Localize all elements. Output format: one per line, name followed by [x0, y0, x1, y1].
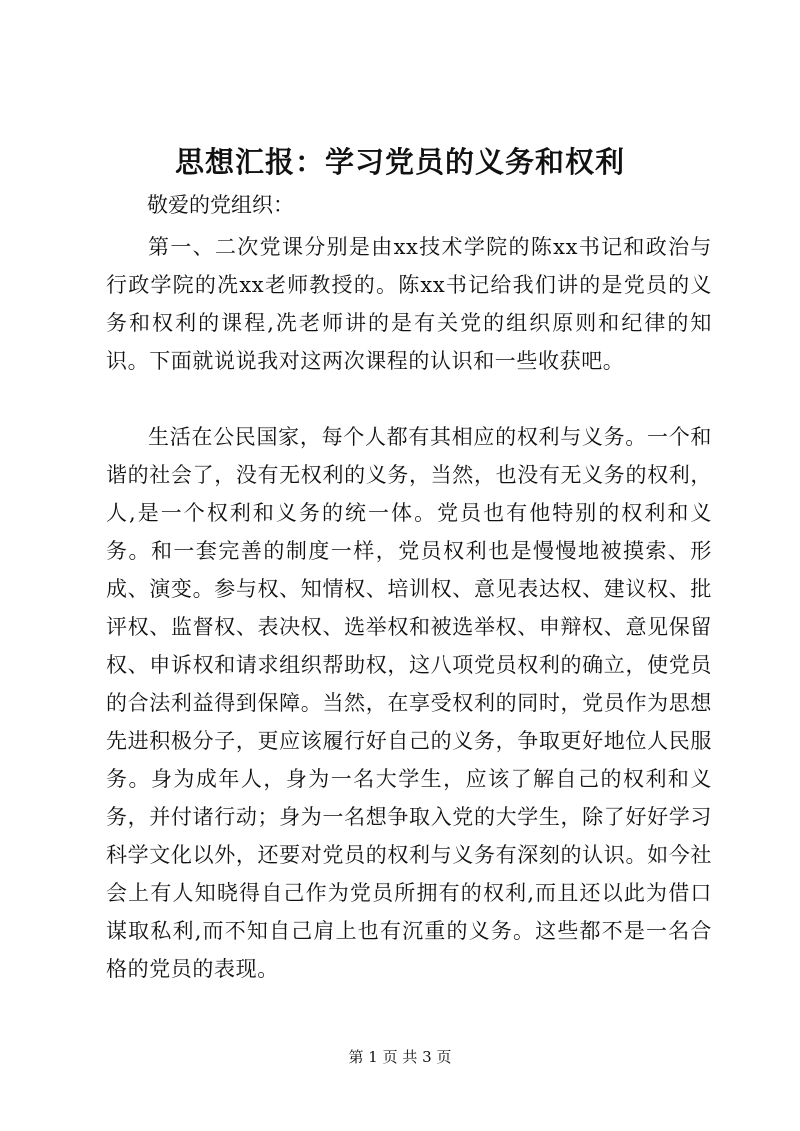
salutation: 敬爱的党组织：	[147, 193, 294, 217]
document-title: 思想汇报：学习党员的义务和权利	[174, 145, 625, 179]
paragraph-2: 生活在公民国家，每个人都有其相应的权利与义务。一个和谐的社会了，没有无权利的义务，当然，也没有无义务的权利，人,是一个权利和义务的统一体。党员也有他特别的权利和义务。和一套完善的制度一样，党员权利也是慢慢地被摸索、形成、演变。参与权、知情权、培训权、意见表达权、建议权、批评权、监督权、表决权、选举权和被选举权、申辩权、意见保留权、申诉权和请求组织帮助权，这八项党员权利的确立，使党员的合法利益得到保障。当然，在享受权利的同时，党员作为思想先进积极分子，更应该履行好自己的义务，争取更好地位人民服务。身为成年人，身为一名大学生，应该了解自己的权利和义务，并付诸行动；身为一名想争取入党的大学生，除了好好学习科学文化以外，还要对党员的权利与义务有深刻的认识。如今社会上有人知晓得自己作为党员所拥有的权利,而且还以此为借口谋取私利,而不知自己肩上也有沉重的义务。这些都不是一名合格的党员的表现。	[106, 425, 712, 981]
paragraph-1: 第一、二次党课分别是由xx技术学院的陈xx书记和政治与行政学院的冼xx老师教授的。陈xx书记给我们讲的是党员的义务和权利的课程,冼老师讲的是有关党的组织原则和纪律的知识。下面就说说我对这两次课程的认识和一些收获吧。	[106, 235, 712, 373]
page-footer: 第 1 页 共 3 页	[348, 1048, 452, 1066]
